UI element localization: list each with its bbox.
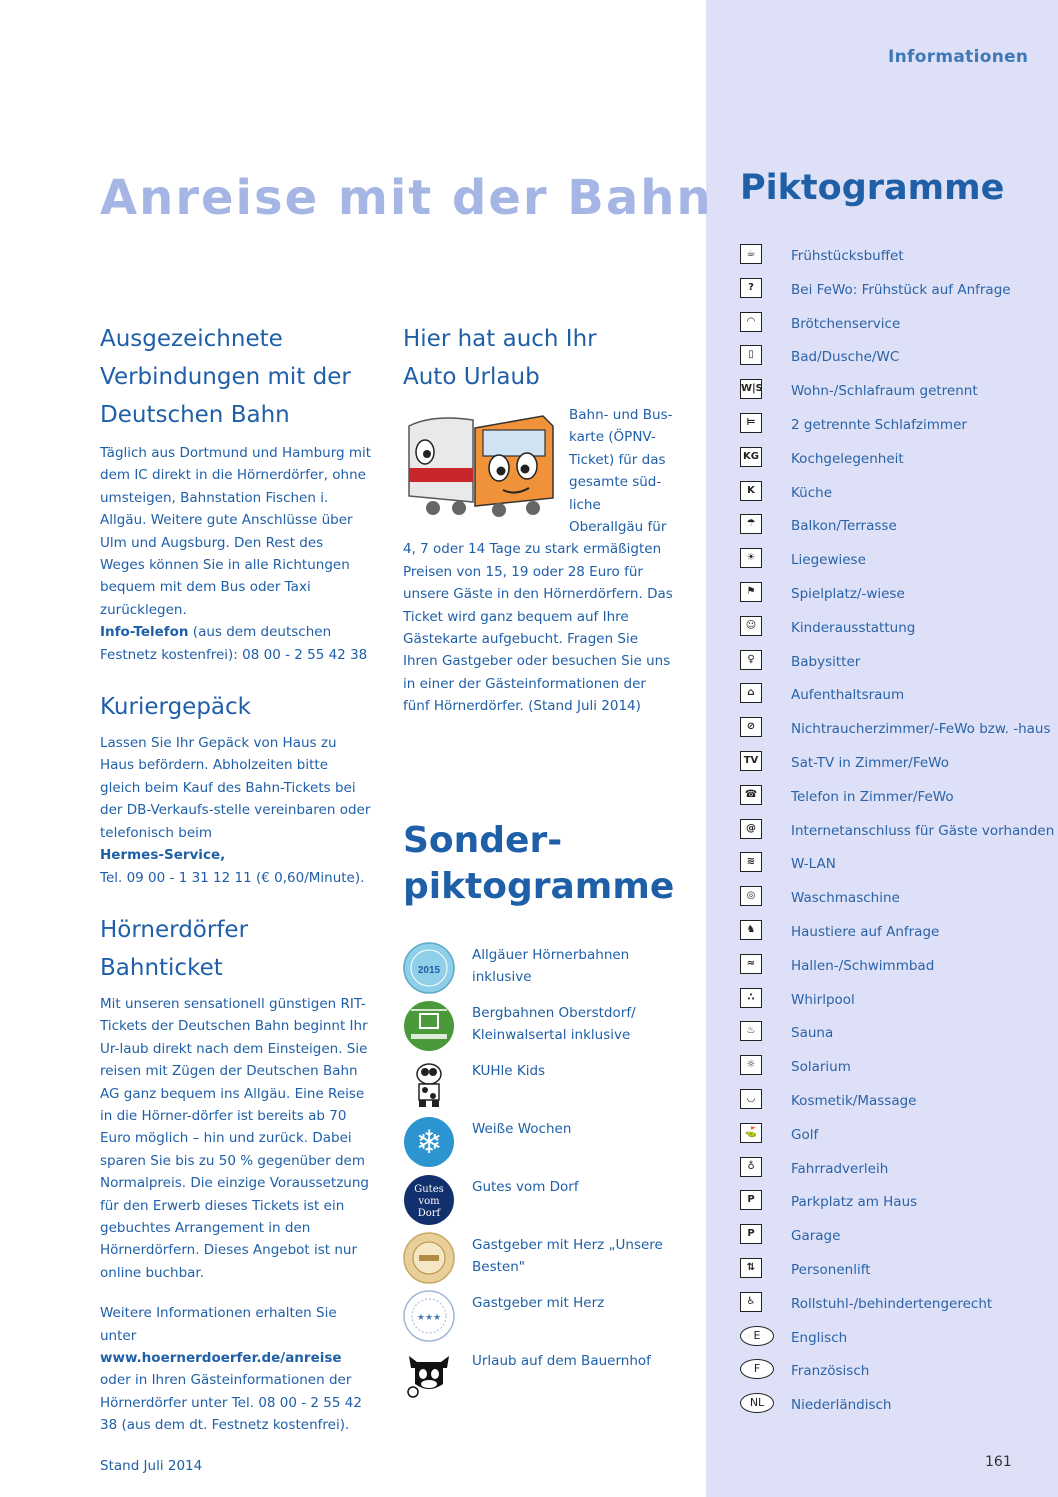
pikto-label: Babysitter — [791, 653, 861, 670]
pictogram-icon: ◠ — [740, 312, 762, 332]
pikto-item — [740, 578, 1040, 612]
svg-text:❄: ❄ — [415, 1123, 443, 1161]
pikto-label: Niederländisch — [791, 1397, 892, 1414]
pikto-item — [740, 409, 1040, 443]
pictogram-icon: ∴ — [740, 988, 762, 1008]
pikto-label: Aufenthaltsraum — [791, 687, 905, 704]
pikto-label: Bad/Dusche/WC — [791, 349, 900, 366]
pikto-label: Waschmaschine — [791, 890, 900, 907]
pictogram-icon: ⚑ — [740, 582, 762, 602]
sonder-label: Allgäuer Hörnerbahnen inklusive — [472, 947, 630, 986]
hermes-label: Hermes-Service, — [100, 847, 226, 864]
pikto-label: Sat-TV in Zimmer/FeWo — [791, 754, 949, 771]
svg-text:Gutes: Gutes — [414, 1184, 444, 1195]
pikto-item — [740, 1355, 1040, 1389]
pictogram-icon: ▯ — [740, 345, 762, 365]
pictogram-icon: ♞ — [740, 920, 762, 940]
pikto-item — [740, 1389, 1040, 1423]
pikto-label: Balkon/Terrasse — [791, 518, 897, 535]
paragraph-verbindungen: Täglich aus Dortmund und Hamburg mit dem IC direkt in die Hörnerdörfer, ohne umsteigen, Bahnstation Fischen i. Allgäu. Weitere gute Anschlüsse über Ulm und Augsburg. Den Rest des Weges können Sie in alle Richtungen bequem mit dem Bus oder Taxi zurücklegen. Info-Telefon (aus dem deutschen Festnetz kostenfrei): 08 00 - 2 55 42 38 — [100, 445, 372, 663]
pikto-item — [740, 646, 1040, 680]
pictogram-icon: ♨ — [740, 1021, 762, 1041]
pikto-label: Telefon in Zimmer/FeWo — [791, 788, 954, 805]
pikto-item — [740, 713, 1051, 747]
column-middle — [403, 320, 675, 718]
pikto-item — [740, 1119, 1040, 1153]
sonder-label: Bergbahnen Oberstdorf/ Kleinwalsertal inklusive — [472, 1005, 636, 1044]
sonder-item — [403, 1112, 693, 1170]
hoernerbahnen-badge-icon — [403, 942, 455, 994]
pikto-item — [740, 916, 1040, 950]
pictogram-icon: ⊘ — [740, 717, 762, 737]
pikto-label: Parkplatz am Haus — [791, 1194, 918, 1211]
pikto-item — [740, 1186, 1040, 1220]
pictogram-icon: ◡ — [740, 1089, 762, 1109]
unsere-besten-badge-icon — [403, 1232, 455, 1284]
link-anreise[interactable]: www.hoernerdoerfer.de/anreise — [100, 1350, 342, 1366]
pikto-item — [740, 882, 1040, 916]
sonder-label: Gastgeber mit Herz „Unsere Besten" — [472, 1237, 663, 1276]
pikto-item — [740, 984, 1040, 1018]
svg-text:Dorf: Dorf — [417, 1208, 441, 1219]
pikto-item — [740, 1288, 1040, 1322]
pikto-label: Frühstücksbuffet — [791, 248, 904, 264]
pictogram-icon: ≈ — [740, 954, 762, 974]
section-label: Informationen — [888, 47, 1029, 67]
heading-bahnticket: Hörnerdörfer Bahnticket — [100, 916, 249, 981]
pikto-item — [740, 679, 1040, 713]
heading-verbindungen: Ausgezeichnete Verbindungen mit der Deutschen Bahn — [100, 326, 351, 428]
pikto-item — [740, 240, 1040, 274]
sonder-item — [403, 1286, 693, 1344]
pictogram-icon: F — [740, 1359, 774, 1379]
pikto-label: Bei FeWo: Frühstück auf Anfrage — [791, 281, 1011, 298]
pikto-item — [740, 510, 1040, 544]
pikto-label: Küche — [791, 484, 833, 501]
pikto-label: Liegewiese — [791, 552, 866, 569]
svg-text:vom: vom — [418, 1196, 440, 1207]
svg-text:★★★: ★★★ — [416, 1313, 442, 1323]
pikto-label: Golf — [791, 1126, 819, 1143]
pikto-item — [740, 815, 1055, 849]
heading-auto-urlaub: Hier hat auch Ihr Auto Urlaub — [403, 326, 597, 390]
pikto-item — [740, 443, 1040, 477]
pictogram-icon: ♿ — [740, 1292, 762, 1312]
pikto-label: Internetanschluss für Gäste vorhanden — [791, 822, 1055, 839]
pictogram-icon: ♀ — [740, 650, 762, 670]
sonder-item — [403, 996, 693, 1054]
pikto-item — [740, 308, 1040, 342]
pictogram-icon: P — [740, 1190, 762, 1210]
page-title: Anreise mit der Bahn — [100, 170, 713, 226]
sonder-title: Sonder- piktogramme — [403, 820, 675, 907]
sonder-list — [403, 938, 693, 1402]
pikto-item — [740, 1153, 1040, 1187]
pictogram-icon: ☎ — [740, 785, 762, 805]
gastgeber-herz-badge-icon — [403, 1290, 455, 1342]
sonder-label: Gutes vom Dorf — [472, 1179, 579, 1195]
pictogram-icon: ⇅ — [740, 1258, 762, 1278]
pictogram-icon: ☼ — [740, 1055, 762, 1075]
page-number: 161 — [985, 1454, 1012, 1470]
paragraph-weitere: Weitere Informationen erhalten Sie unter www.hoernerdoerfer.de/anreise oder in Ihren Gästeinformationen der Hörnerdörfer unter Tel. 08 00 - 2 55 42 38 (aus dem dt. Festnetz kostenfrei). — [100, 1305, 362, 1434]
sonder-item — [403, 1228, 693, 1286]
pikto-label: Kochgelegenheit — [791, 450, 904, 467]
pikto-item — [740, 848, 1040, 882]
sonder-label: Gastgeber mit Herz — [472, 1295, 605, 1311]
pikto-label: Rollstuhl-/behindertengerecht — [791, 1295, 993, 1312]
pikto-item — [740, 1017, 1040, 1051]
pikto-item — [740, 274, 1040, 308]
pictogram-icon: ☀ — [740, 548, 762, 568]
pictogram-icon: TV — [740, 751, 762, 771]
sonder-item — [403, 1054, 693, 1112]
pictogram-icon: ⌂ — [740, 683, 762, 703]
pikto-item — [740, 612, 1040, 646]
paragraph-bahnticket: Mit unseren sensationell günstigen RIT-Tickets der Deutschen Bahn beginnt Ihr Ur-laub direkt nach dem Einsteigen. Sie reisen mit Zügen der Deutschen Bahn AG ganz bequem ins Allgäu. Eine Reise in die Hörner-dörfer ist bereits ab 70 Euro möglich – hin und zurück. Dabei sparen Sie bis zu 50 % gegenüber dem Normalpreis. Die einzige Voraussetzung für den Erwerb dieses Tickets ist ein gebuchtes Arrangement in den Hörnerdörfern. Dieses Angebot ist nur online buchbar. — [100, 995, 369, 1281]
pictogram-icon: ♁ — [740, 1157, 762, 1177]
pictogram-icon: E — [740, 1326, 774, 1346]
pikto-label: Kosmetik/Massage — [791, 1092, 917, 1109]
column-left — [100, 320, 372, 1477]
cow-kids-icon — [403, 1058, 455, 1110]
pictogram-icon: ? — [740, 278, 762, 298]
heading-kuriergepaeck: Kuriergepäck — [100, 694, 251, 721]
stand-text: Stand Juli 2014 — [100, 1457, 203, 1474]
pikto-label: Haustiere auf Anfrage — [791, 923, 940, 940]
piktogramme-title: Piktogramme — [740, 168, 1005, 208]
bauernhof-cow-icon — [403, 1348, 455, 1400]
pikto-item — [740, 950, 1040, 984]
sonder-item — [403, 938, 693, 996]
pikto-label: 2 getrennte Schlafzimmer — [791, 416, 967, 433]
svg-text:2015: 2015 — [417, 965, 441, 976]
pikto-item — [740, 1085, 1040, 1119]
pikto-label: Nichtraucherzimmer/-FeWo bzw. -haus — [791, 721, 1051, 738]
info-telefon-label: Info-Telefon — [100, 624, 189, 641]
paragraph-auto-urlaub: Bahn- und Bus-karte (ÖPNV-Ticket) für das gesamte süd-liche Oberallgäu für 4, 7 oder 14 Tage zu stark ermäßigten Preisen von 15, 19 oder 28 Euro für unsere Gäste in den Hörnerdörfern. Das Ticket wird ganz bequem auf Ihre Gästekarte aufgebucht. Fragen Sie Ihren Gastgeber oder besuchen Sie uns in einer der Gästeinformationen der fünf Hörnerdörfer. (Stand Juli 2014) — [403, 407, 673, 715]
pictogram-icon: NL — [740, 1393, 774, 1413]
sonder-item — [403, 1344, 693, 1402]
pikto-label: Hallen-/Schwimmbad — [791, 957, 935, 974]
sonder-item — [403, 1170, 693, 1228]
pikto-label: Whirlpool — [791, 991, 855, 1008]
pikto-label: Wohn-/Schlafraum getrennt — [791, 383, 978, 400]
pikto-label: Kinderausstattung — [791, 619, 916, 636]
paragraph-kuriergepaeck: Lassen Sie Ihr Gepäck von Haus zu Haus befördern. Abholzeiten bitte gleich beim Kauf des Bahn-Tickets bei der DB-Verkaufs-stelle vereinbaren oder telefonisch beim Hermes-Service, Tel. 09 00 - 1 31 12 11 (€ 0,60/Minute). — [100, 735, 371, 886]
pikto-label: Französisch — [791, 1363, 870, 1380]
pikto-label: Sauna — [791, 1025, 834, 1042]
pictogram-icon: KG — [740, 447, 762, 467]
pictogram-icon: ≋ — [740, 852, 762, 872]
pikto-item — [740, 341, 1040, 375]
pikto-label: W-LAN — [791, 856, 836, 873]
pictogram-icon: K — [740, 481, 762, 501]
pikto-item — [740, 747, 1040, 781]
pikto-label: Englisch — [791, 1329, 848, 1346]
snowflake-icon — [403, 1116, 455, 1168]
pictogram-icon: P — [740, 1224, 762, 1244]
pictogram-icon: ◎ — [740, 886, 762, 906]
pikto-label: Personenlift — [791, 1261, 871, 1278]
pikto-item — [740, 375, 1040, 409]
sonder-label: KUHle Kids — [472, 1063, 546, 1079]
pikto-item — [740, 781, 1040, 815]
sonder-label: Weiße Wochen — [472, 1121, 572, 1137]
pictogram-icon: W|S — [740, 379, 762, 399]
piktogramme-list — [740, 240, 1055, 1423]
pikto-item — [740, 544, 1040, 578]
pictogram-icon: ⊨ — [740, 413, 762, 433]
train-illustration — [403, 406, 555, 518]
pikto-item — [740, 1220, 1040, 1254]
pikto-label: Garage — [791, 1228, 841, 1245]
pikto-item — [740, 1322, 1040, 1356]
pikto-label: Brötchenservice — [791, 315, 901, 332]
pikto-label: Spielplatz/-wiese — [791, 585, 905, 602]
pictogram-icon: ☕ — [740, 244, 762, 264]
gutes-vom-dorf-logo-icon — [403, 1174, 455, 1226]
pikto-item — [740, 1051, 1040, 1085]
pictogram-icon: ☺ — [740, 616, 762, 636]
pictogram-icon: ⛳ — [740, 1123, 762, 1143]
pictogram-icon: ☂ — [740, 514, 762, 534]
pictogram-icon: @ — [740, 819, 762, 839]
sonder-label: Urlaub auf dem Bauernhof — [472, 1353, 651, 1369]
pikto-label: Solarium — [791, 1059, 851, 1076]
bergbahnen-badge-icon — [403, 1000, 455, 1052]
pikto-item — [740, 1254, 1040, 1288]
pikto-label: Fahrradverleih — [791, 1160, 889, 1177]
pikto-item — [740, 477, 1040, 511]
